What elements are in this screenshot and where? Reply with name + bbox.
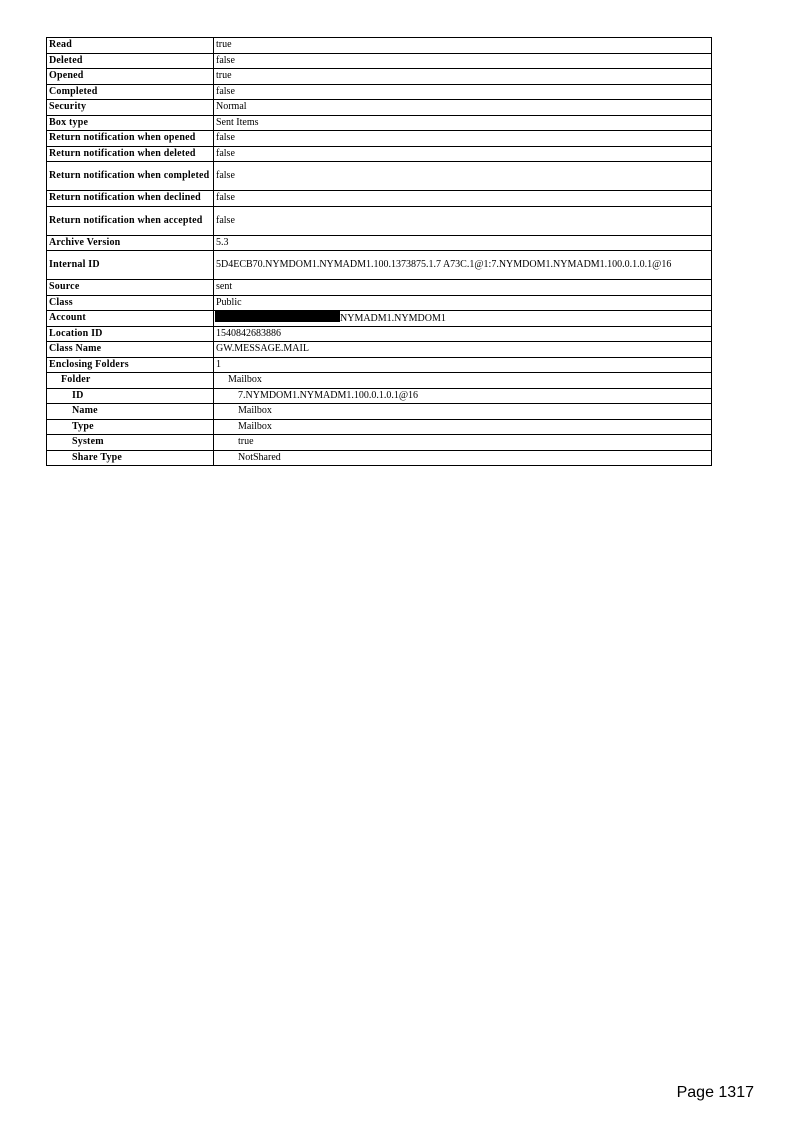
table-row <box>47 191 712 207</box>
table-row <box>47 84 712 100</box>
row-value: Mailbox <box>214 419 712 435</box>
row-label: Box type <box>47 115 214 131</box>
row-value: false <box>214 191 712 207</box>
row-value: false <box>214 206 712 235</box>
table-row <box>47 53 712 69</box>
row-label: Return notification when accepted <box>47 206 214 235</box>
table-row <box>47 69 712 85</box>
table-row <box>47 326 712 342</box>
row-label: Deleted <box>47 53 214 69</box>
row-label: Return notification when opened <box>47 131 214 147</box>
row-label: Return notification when deleted <box>47 146 214 162</box>
row-value: false <box>214 162 712 191</box>
row-label: Opened <box>47 69 214 85</box>
row-value: 7.NYMDOM1.NYMADM1.100.0.1.0.1@16 <box>214 388 712 404</box>
table-row <box>47 38 712 54</box>
row-value: 1 <box>214 357 712 373</box>
row-value: true <box>214 435 712 451</box>
row-label: ID <box>47 388 214 404</box>
row-value: 5.3 <box>214 235 712 251</box>
row-value: false <box>214 84 712 100</box>
table-row <box>47 435 712 451</box>
row-label: Source <box>47 280 214 296</box>
row-label: Share Type <box>47 450 214 466</box>
row-value: GW.MESSAGE.MAIL <box>214 342 712 358</box>
row-value: true <box>214 38 712 54</box>
row-label: Read <box>47 38 214 54</box>
row-value: false <box>214 146 712 162</box>
table-row <box>47 251 712 280</box>
table-row <box>47 146 712 162</box>
row-value: Sent Items <box>214 115 712 131</box>
row-label: Class Name <box>47 342 214 358</box>
row-label: Folder <box>47 373 214 389</box>
properties-table <box>46 37 712 466</box>
row-value: Mailbox <box>214 404 712 420</box>
table-row <box>47 450 712 466</box>
row-label: Class <box>47 295 214 311</box>
row-label: Return notification when declined <box>47 191 214 207</box>
row-value: true <box>214 69 712 85</box>
table-row <box>47 357 712 373</box>
table-row <box>47 295 712 311</box>
table-row <box>47 404 712 420</box>
account-value: NYMADM1.NYMDOM1 <box>340 313 446 325</box>
row-label: Archive Version <box>47 235 214 251</box>
row-value: sent <box>214 280 712 296</box>
table-row <box>47 311 712 327</box>
table-row <box>47 206 712 235</box>
row-value: false <box>214 53 712 69</box>
row-value: false <box>214 131 712 147</box>
row-label: Security <box>47 100 214 116</box>
row-value <box>214 311 712 327</box>
table-row <box>47 162 712 191</box>
row-label: Return notification when completed <box>47 162 214 191</box>
table-row <box>47 419 712 435</box>
row-label: Account <box>47 311 214 327</box>
row-value: 5D4ECB70.NYMDOM1.NYMADM1.100.1373875.1.7 A73C.1@1:7.NYMDOM1.NYMADM1.100.0.1.0.1@16 <box>214 251 712 280</box>
table-row <box>47 100 712 116</box>
table-row <box>47 131 712 147</box>
row-label: Enclosing Folders <box>47 357 214 373</box>
row-label: System <box>47 435 214 451</box>
row-label: Name <box>47 404 214 420</box>
table-row <box>47 235 712 251</box>
row-label: Type <box>47 419 214 435</box>
row-value: 1540842683886 <box>214 326 712 342</box>
row-label: Internal ID <box>47 251 214 280</box>
table-row <box>47 115 712 131</box>
row-label: Completed <box>47 84 214 100</box>
row-label: Location ID <box>47 326 214 342</box>
row-value: Public <box>214 295 712 311</box>
page-number: Page 1317 <box>676 1084 754 1101</box>
table-row <box>47 388 712 404</box>
redaction-block <box>215 311 340 322</box>
table-row <box>47 342 712 358</box>
table-row <box>47 280 712 296</box>
table-row <box>47 373 712 389</box>
row-value: Normal <box>214 100 712 116</box>
row-value: Mailbox <box>214 373 712 389</box>
row-value: NotShared <box>214 450 712 466</box>
